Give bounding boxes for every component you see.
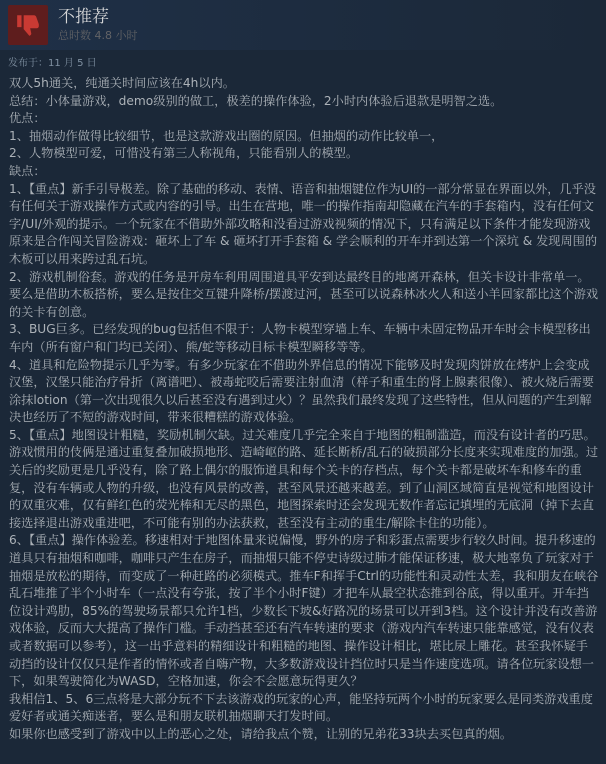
review-line: 3、BUG巨多。已经发现的bug包括但不限于：人物卡模型穿墙上车、车辆中未固定物品开车时会卡模型移出车内（所有窗户和门均已关闭）、熊/蛇等移动目标卡模型瞬移等等。	[9, 322, 591, 354]
review-line: 如果你也感受到了游戏中以上的恶心之处，请给我点个赞，让别的兄弟花33块去买包真的烟。	[9, 726, 513, 741]
thumbs-down-badge	[8, 5, 48, 45]
review-line: 我相信1、5、6三点将是大部分玩不下去该游戏的玩家的心声，能坚持玩两个小时的玩家要么是同类游戏重度爱好者或通关痴迷者，要么是和朋友联机抽烟聊天打发时间。	[9, 691, 593, 724]
review-line: 总结：小体量游戏，demo级别的做工，极差的操作体验，2小时内体验后退款是明智之选。	[9, 93, 503, 108]
posted-date: 发布于：11 月 5 日	[8, 58, 97, 69]
review-line: 5、【重点】地图设计粗糙，奖励机制欠缺。过关难度几乎完全来自于地图的粗制滥造，而没有设计者的巧思。游戏惯用的伎俩是通过重复叠加破损地形、造崎岖的路、延长断桥/乱石的破损部分长度来实现难度的加强。过关后的奖励更是几乎没有，除了路上偶尔的服饰道具和每个关卡的存档点，每个关卡都是破坏车和修车的重复，没有车辆或人物的升级，也没有风景的改善，甚至风景还越来越差。到了山洞区域简直是视觉和地图设计的双重灾难，仅有鲜红色的荧光棒和无尽的黑色，地图探索时还会发现无数作者忘记填埋的无底洞（掉下去直接选择退出游戏重进吧，不可能有别的办法获救，甚至没有主动的重生/解除卡住的功能）。	[9, 427, 599, 530]
review-line: 2、游戏机制俗套。游戏的任务是开房车利用周围道具平安到达最终目的地离开森林，但关卡设计非常单一。要么是借助木板搭桥，要么是按住交互键升降桥/摆渡过河，甚至可以说森林冰火人和送小羊回家都比这个游戏的关卡有创意。	[9, 269, 599, 319]
review-line: 优点：	[9, 111, 46, 126]
review-line: 1、抽烟动作做得比较细节，也是这款游戏出圈的原因。但抽烟的动作比较单一，	[9, 128, 444, 143]
review-line: 2、人物模型可爱，可惜没有第三人称视角，只能看别人的模型。	[9, 146, 359, 161]
review-line: 1、【重点】新手引导极差。除了基础的移动、表情、语音和抽烟键位作为UI的一部分常显在界面以外，几乎没有任何关于游戏操作方式或内容的引导。出生在营地，唯一的操作指南却隐藏在汽车的手套箱内，没有任何文字/UI/外观的提示。一个玩家在不借助外部攻略和没看过游戏视频的情况下，只有满足以下条件才能发现游戏原来是合作闯关冒险游戏：砸坏上了车 & 砸坏打开手套箱 & 学会顺利的开车并到达第一个深坑 & 发现周围的木板可以用来跨过乱石坑。	[9, 181, 598, 266]
review-verdict: 不推荐	[58, 7, 109, 27]
review-line: 4、道具和危险物提示几乎为零。有多少玩家在不借助外界信息的情况下能够及时发现肉饼放在烤炉上会变成汉堡，汉堡只能治疗骨折（离谱吧）、被毒蛇咬后需要注射血清（样子和重生的肾上腺素很像）、被火烧后需要涂抹lotion（第一次出现很久以后甚至没有遇到过火）？虽然我们最终发现了这些特性，但从问题的产生到解决也经历了不短的游戏时间，带来很糟糕的游戏体验。	[9, 357, 594, 425]
review-body	[0, 71, 606, 744]
review-line: 双人5h通关，纯通关时间应该在4h以内。	[9, 76, 235, 90]
review-header	[0, 0, 606, 50]
thumbs-down-icon	[15, 12, 41, 38]
review-line: 缺点：	[9, 163, 46, 178]
review-line: 6、【重点】操作体验差。移速相对于地图体量来说偏慢，野外的房子和彩蛋点需要步行较久时间。提升移速的道具只有抽烟和咖啡，咖啡只产生在房子，而抽烟只能不停史诗级过肺才能保证移速，极大地辜负了玩家对于抽烟是放松的期待，而变成了一种赶路的必须模式。推车F和挥手Ctrl的功能性和灵动性太差，我和朋友在峡谷乱石堆推了半个小时车（一点没有夸张，按了半个小时F键）才把车从最空状态推到谷底，得以重开。开车挡位设计鸡肋，85%的驾驶场景都只允许1档，少数长下坡&好路况的场景可以开到3档。这个设计并没有改善游戏体验，反而大大提高了操作门槛。手动挡甚至还有汽车转速的要求（游戏内汽车转速只能靠感觉，没有仪表或者数据可以参考），这一出乎意料的精细设计和粗糙的地图、操作设计相比，堪比尿上雕花。甚至我怀疑手动挡的设计仅仅只是作者的情怀或者自嗨产物，大多数游戏设计挡位时只是当作速度选项。请各位玩家设想一下，如果驾驶简化为WASD，空格加速，你会不会愿意玩得更久？	[9, 533, 599, 689]
playtime-hours: 总时数 4.8 小时	[58, 29, 138, 42]
